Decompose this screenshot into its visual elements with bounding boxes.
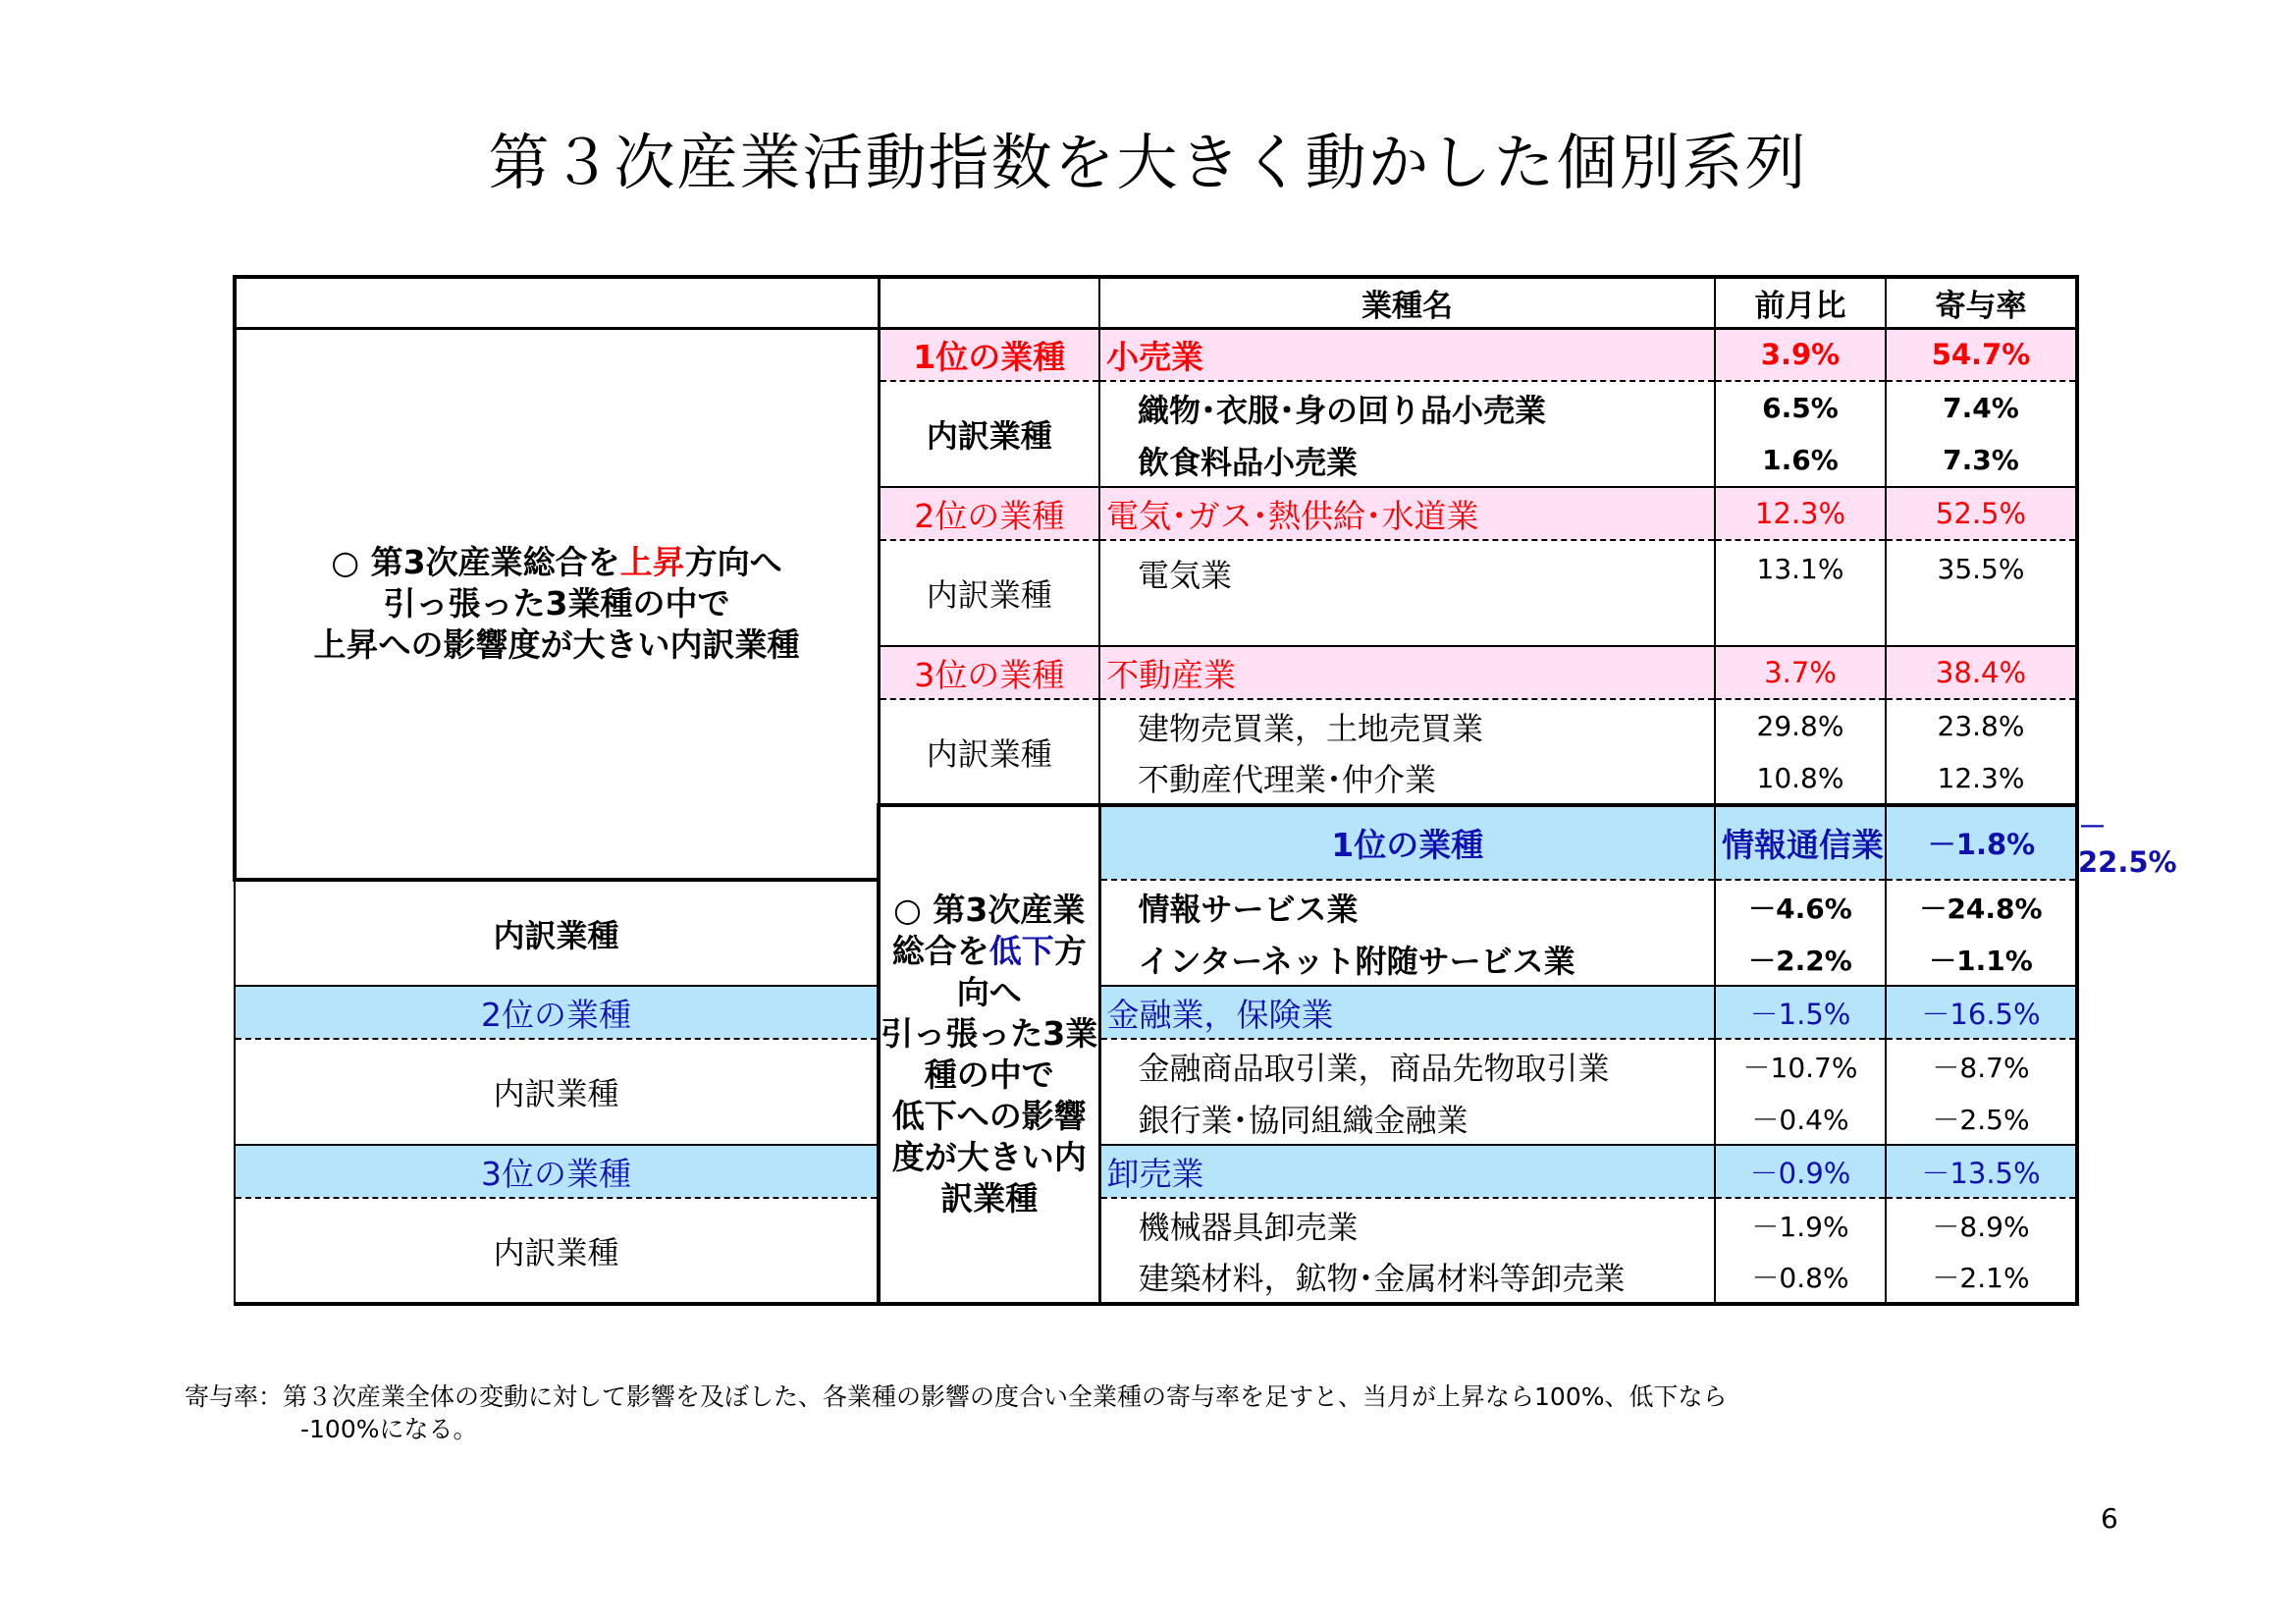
sub-mom: －0.4% (1715, 1092, 1886, 1145)
rise-highlight: 上昇 (619, 542, 685, 581)
series-table (233, 275, 2177, 1306)
rank-mom: －1.8% (1886, 805, 2077, 880)
rise-description: ○ 第3次産業総合を上昇方向へ 引っ張った3業種の中で 上昇への影響度が大きい内訳業種 (235, 328, 879, 880)
sub-industry: 銀行業･協同組織金融業 (1099, 1092, 1715, 1145)
sub-row (235, 1039, 2077, 1092)
sub-industry: 織物･衣服･身の回り品小売業 (1099, 381, 1715, 434)
sub-label: 内訳業種 (235, 1198, 879, 1304)
fall-rank-3-row (235, 1145, 2077, 1198)
fall-highlight: 低下 (988, 932, 1054, 970)
rank-industry: 小売業 (1099, 328, 1715, 381)
header-industry: 業種名 (1099, 277, 1715, 328)
sub-industry: 建築材料，鉱物･金属材料等卸売業 (1099, 1251, 1715, 1304)
rank-mom: 3.9% (1715, 328, 1886, 381)
sub-label: 内訳業種 (235, 880, 879, 986)
rank-industry: 情報通信業 (1715, 805, 1886, 880)
fall-rank-1-row: ○ 第3次産業総合を低下方向へ 引っ張った3業種の中で 低下への影響度が大きい内訳業種 1位の業種 情報通信業 －1.8% －22.5% (235, 805, 2077, 880)
sub-industry: 金融商品取引業，商品先物取引業 (1099, 1039, 1715, 1092)
fall-rank-2-row (235, 986, 2077, 1039)
sub-contrib: －8.7% (1886, 1039, 2077, 1092)
footnote-line-2: -100%になる。 (300, 1415, 478, 1443)
rank-label: 1位の業種 (879, 328, 1099, 381)
rank-mom: －1.5% (1715, 986, 1886, 1039)
sub-mom: －10.7% (1715, 1039, 1886, 1092)
sub-contrib: 35.5% (1886, 540, 2077, 646)
rank-mom: 12.3% (1715, 487, 1886, 540)
table-header-row (235, 277, 2077, 328)
sub-industry: 不動産代理業･仲介業 (1099, 752, 1715, 805)
sub-row (235, 1198, 2077, 1251)
rank-contrib: －13.5% (1886, 1145, 2077, 1198)
sub-contrib: －1.1% (1886, 933, 2077, 986)
rank-contrib: －16.5% (1886, 986, 2077, 1039)
sub-label: 内訳業種 (235, 1039, 879, 1145)
sub-mom: －4.6% (1715, 880, 1886, 933)
page-number: 6 (2101, 1502, 2118, 1535)
header-blank-cell-2 (879, 277, 1099, 328)
sub-industry: 情報サービス業 (1099, 880, 1715, 933)
sub-contrib: －8.9% (1886, 1198, 2077, 1251)
rank-industry: 不動産業 (1099, 646, 1715, 699)
sub-contrib: －24.8% (1886, 880, 2077, 933)
rank-label: 1位の業種 (1099, 805, 1715, 880)
rank-label: 3位の業種 (235, 1145, 879, 1198)
rank-industry: 電気･ガス･熱供給･水道業 (1099, 487, 1715, 540)
header-mom: 前月比 (1715, 277, 1886, 328)
rank-label: 3位の業種 (879, 646, 1099, 699)
rise-rank-1-row (235, 328, 2077, 381)
rank-mom: 3.7% (1715, 646, 1886, 699)
sub-industry: 機械器具卸売業 (1099, 1198, 1715, 1251)
header-blank-cell (235, 277, 879, 328)
fall-description: ○ 第3次産業総合を低下方向へ 引っ張った3業種の中で 低下への影響度が大きい内訳業種 (879, 805, 1099, 1304)
sub-label: 内訳業種 (879, 381, 1099, 487)
sub-contrib: －2.5% (1886, 1092, 2077, 1145)
sub-contrib: 7.4% (1886, 381, 2077, 434)
rank-label: 2位の業種 (235, 986, 879, 1039)
sub-mom: －0.8% (1715, 1251, 1886, 1304)
sub-mom: 13.1% (1715, 540, 1886, 646)
rank-industry: 金融業，保険業 (1099, 986, 1715, 1039)
sub-mom: 29.8% (1715, 699, 1886, 752)
sub-mom: －1.9% (1715, 1198, 1886, 1251)
rank-mom: －0.9% (1715, 1145, 1886, 1198)
header-contrib: 寄与率 (1886, 277, 2077, 328)
sub-industry: 建物売買業，土地売買業 (1099, 699, 1715, 752)
rank-label: 2位の業種 (879, 487, 1099, 540)
sub-contrib: 23.8% (1886, 699, 2077, 752)
rank-contrib: 52.5% (1886, 487, 2077, 540)
footnote-line-1: 寄与率：第３次産業全体の変動に対して影響を及ぼした、各業種の影響の度合い全業種の寄与率を足すと、当月が上昇なら100%、低下なら (185, 1382, 1728, 1411)
sub-mom: －2.2% (1715, 933, 1886, 986)
sub-contrib: －2.1% (1886, 1251, 2077, 1304)
sub-mom: 10.8% (1715, 752, 1886, 805)
rank-industry: 卸売業 (1099, 1145, 1715, 1198)
sub-contrib: 12.3% (1886, 752, 2077, 805)
sub-contrib: 7.3% (1886, 434, 2077, 487)
sub-mom: 6.5% (1715, 381, 1886, 434)
footnote (185, 1380, 2050, 1445)
sub-label: 内訳業種 (879, 699, 1099, 805)
page-title: 第３次産業活動指数を大きく動かした個別系列 (488, 127, 1808, 198)
sub-row (235, 880, 2077, 933)
sub-industry: インターネット附随サービス業 (1099, 933, 1715, 986)
sub-industry: 飲食料品小売業 (1099, 434, 1715, 487)
sub-label: 内訳業種 (879, 540, 1099, 646)
rank-contrib: 54.7% (1886, 328, 2077, 381)
sub-mom: 1.6% (1715, 434, 1886, 487)
sub-industry: 電気業 (1099, 540, 1715, 646)
rank-contrib: 38.4% (1886, 646, 2077, 699)
